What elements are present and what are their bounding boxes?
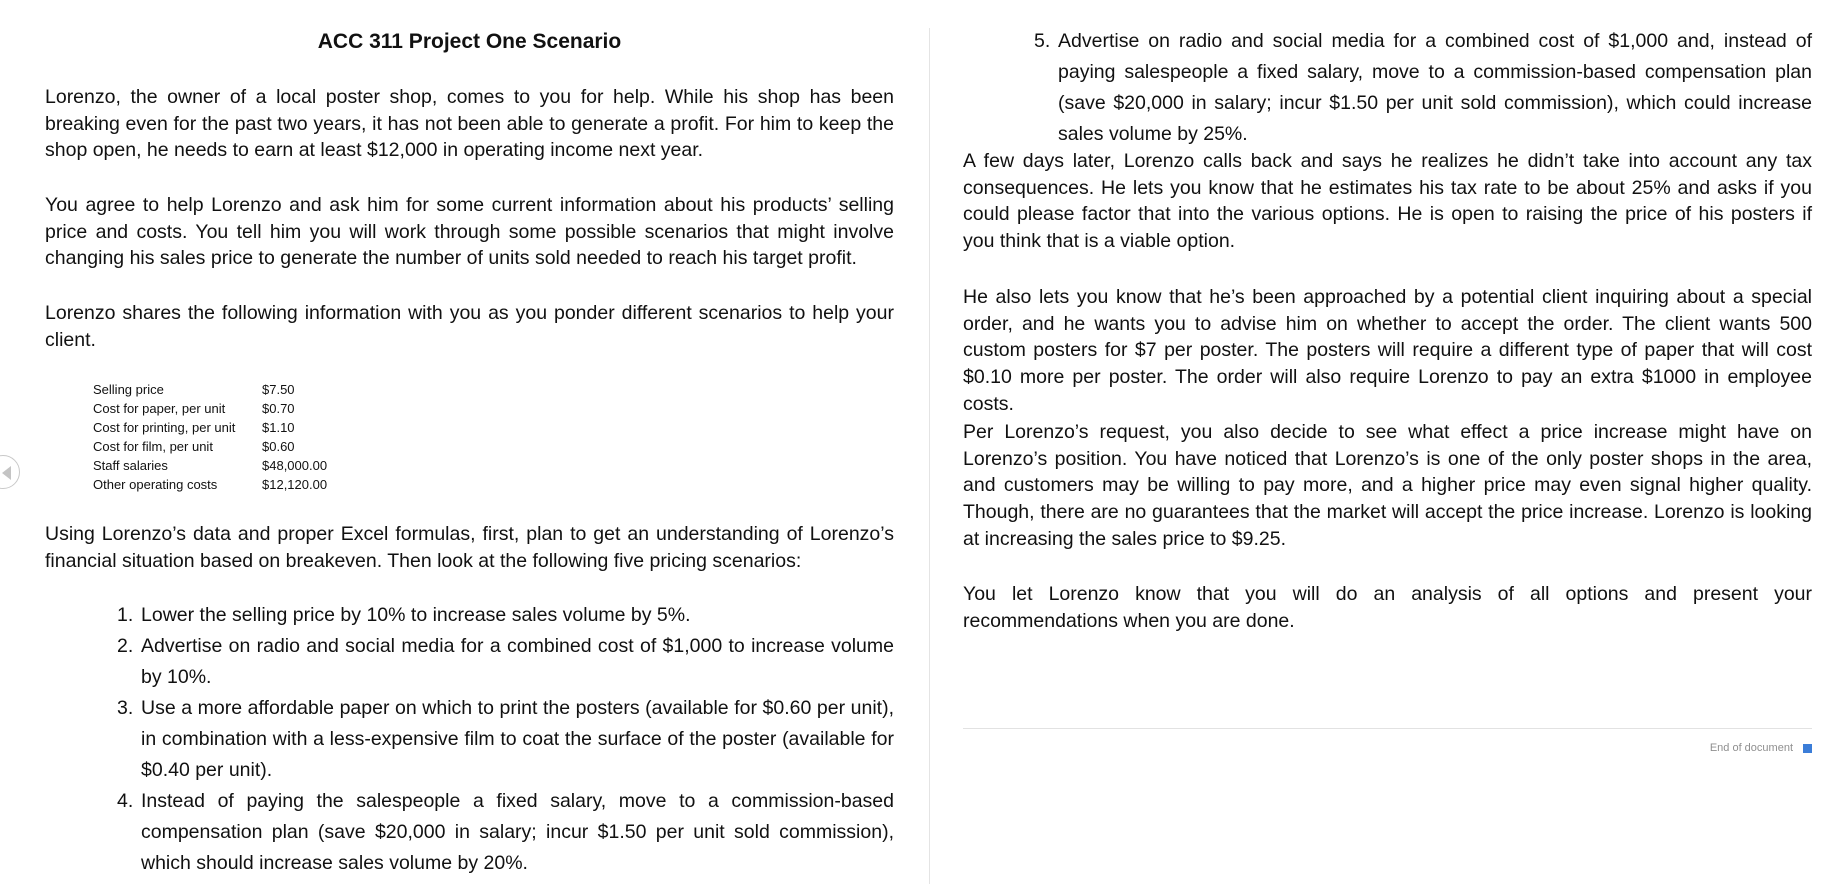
followup-paragraph: A few days later, Lorenzo calls back and says he realizes he didn’t take into account any tax consequences. He lets you know that he estimates his tax rate to be about 25% and asks if you could please factor that into the various options. He is open to raising the price of his posters if you think that is a viable option. xyxy=(963,150,1812,253)
intro-paragraph: You agree to help Lorenzo and ask him for some current information about his products’ selling price and costs. You tell him you will work through some possible scenarios that might involve changing his sales price to generate the number of units sold needed to reach his target profit. xyxy=(45,194,894,270)
list-item-text: Use a more affordable paper on which to print the posters (available for $0.60 per unit), in combination with a less-expensive film to coat the surface of the poster (available for $0.40 per unit). xyxy=(141,697,894,781)
list-item-number: 3. xyxy=(117,697,134,719)
page-title: ACC 311 Project One Scenario xyxy=(317,30,622,53)
scenarios-intro-paragraph: Using Lorenzo’s data and proper Excel formulas, first, plan to get an understanding of Lorenzo’s financial situation based on breakeven. Then look at the following five pricing scenarios: xyxy=(45,523,894,572)
intro-paragraph: Lorenzo shares the following information with you as you ponder different scenarios to help your client. xyxy=(45,302,894,351)
list-item-number: 1. xyxy=(117,604,134,626)
cost-data-table xyxy=(93,380,327,494)
followup-paragraph: You let Lorenzo know that you will do an analysis of all options and present your recommendations when you are done. xyxy=(963,583,1812,632)
list-item-number: 4. xyxy=(117,790,134,812)
list-item xyxy=(117,600,894,631)
table-cell-label: Cost for printing, per unit xyxy=(93,420,236,435)
list-item-number: 5. xyxy=(1034,30,1051,52)
table-row xyxy=(93,475,327,494)
list-item xyxy=(117,693,894,786)
end-divider xyxy=(963,728,1812,729)
table-row xyxy=(93,456,327,475)
table-row xyxy=(93,399,327,418)
table-cell-value: $0.60 xyxy=(262,439,295,454)
list-item xyxy=(117,631,894,693)
table-cell-value: $7.50 xyxy=(262,382,295,397)
list-item-text: Instead of paying the salespeople a fixed salary, move to a commission-based compensation plan (save $20,000 in salary; incur $1.50 per unit sold commission), which should increase sales volume by 20%. xyxy=(141,790,894,874)
table-cell-value: $12,120.00 xyxy=(262,477,328,492)
list-item-text: Advertise on radio and social media for a combined cost of $1,000 and, instead of paying salespeople a fixed salary, move to a commission-based compensation plan (save $20,000 in salary; incur $1.50 per unit sold commission), which could increase sales volume by 25%. xyxy=(1058,30,1812,145)
scenario-list-continued xyxy=(1034,26,1812,150)
list-item-text: Lower the selling price by 10% to increase sales volume by 5%. xyxy=(141,604,691,626)
table-row xyxy=(93,380,327,399)
end-of-document-label: End of document xyxy=(1709,742,1793,754)
scenario-list xyxy=(117,600,894,879)
table-cell-label: Cost for paper, per unit xyxy=(93,401,226,416)
list-item-text: Advertise on radio and social media for a combined cost of $1,000 to increase volume by 10%. xyxy=(141,635,894,688)
list-item-number: 2. xyxy=(117,635,134,657)
table-cell-value: $48,000.00 xyxy=(262,458,328,473)
square-icon xyxy=(1803,744,1812,753)
list-item xyxy=(1034,26,1812,150)
table-cell-label: Cost for film, per unit xyxy=(93,439,213,454)
column-divider xyxy=(929,28,930,884)
table-cell-label: Other operating costs xyxy=(93,477,218,492)
followup-paragraph: He also lets you know that he’s been approached by a potential client inquiring about a special order, and he wants you to advise him on whether to accept the order. The client wants 500 custom posters for $7 per poster. The posters will require a different type of paper that will cost $0.10 more per poster. The order will also require Lorenzo to pay an extra $1000 in employee costs. xyxy=(963,286,1812,415)
table-row xyxy=(93,418,327,437)
intro-paragraph: Lorenzo, the owner of a local poster shop, comes to you for help. While his shop has been breaking even for the past two years, it has not been able to generate a profit. For him to keep the shop open, he needs to earn at least $12,000 in operating income next year. xyxy=(45,86,894,162)
table-cell-label: Selling price xyxy=(93,382,164,397)
table-cell-value: $0.70 xyxy=(262,401,295,416)
list-item xyxy=(117,786,894,879)
end-of-document-marker xyxy=(1710,740,1812,756)
table-cell-label: Staff salaries xyxy=(93,458,168,473)
table-cell-value: $1.10 xyxy=(262,420,295,435)
previous-page-button[interactable] xyxy=(0,455,20,489)
followup-paragraph: Per Lorenzo’s request, you also decide to see what effect a price increase might have on Lorenzo’s position. You have noticed that Lorenzo’s is one of the only poster shops in the area, and customers may be willing to pay more, and a higher price may even signal higher quality. Though, there are no guarantees that the market will accept the price increase. Lorenzo is looking at increasing the sales price to $9.25. xyxy=(963,421,1812,550)
table-row xyxy=(93,437,327,456)
